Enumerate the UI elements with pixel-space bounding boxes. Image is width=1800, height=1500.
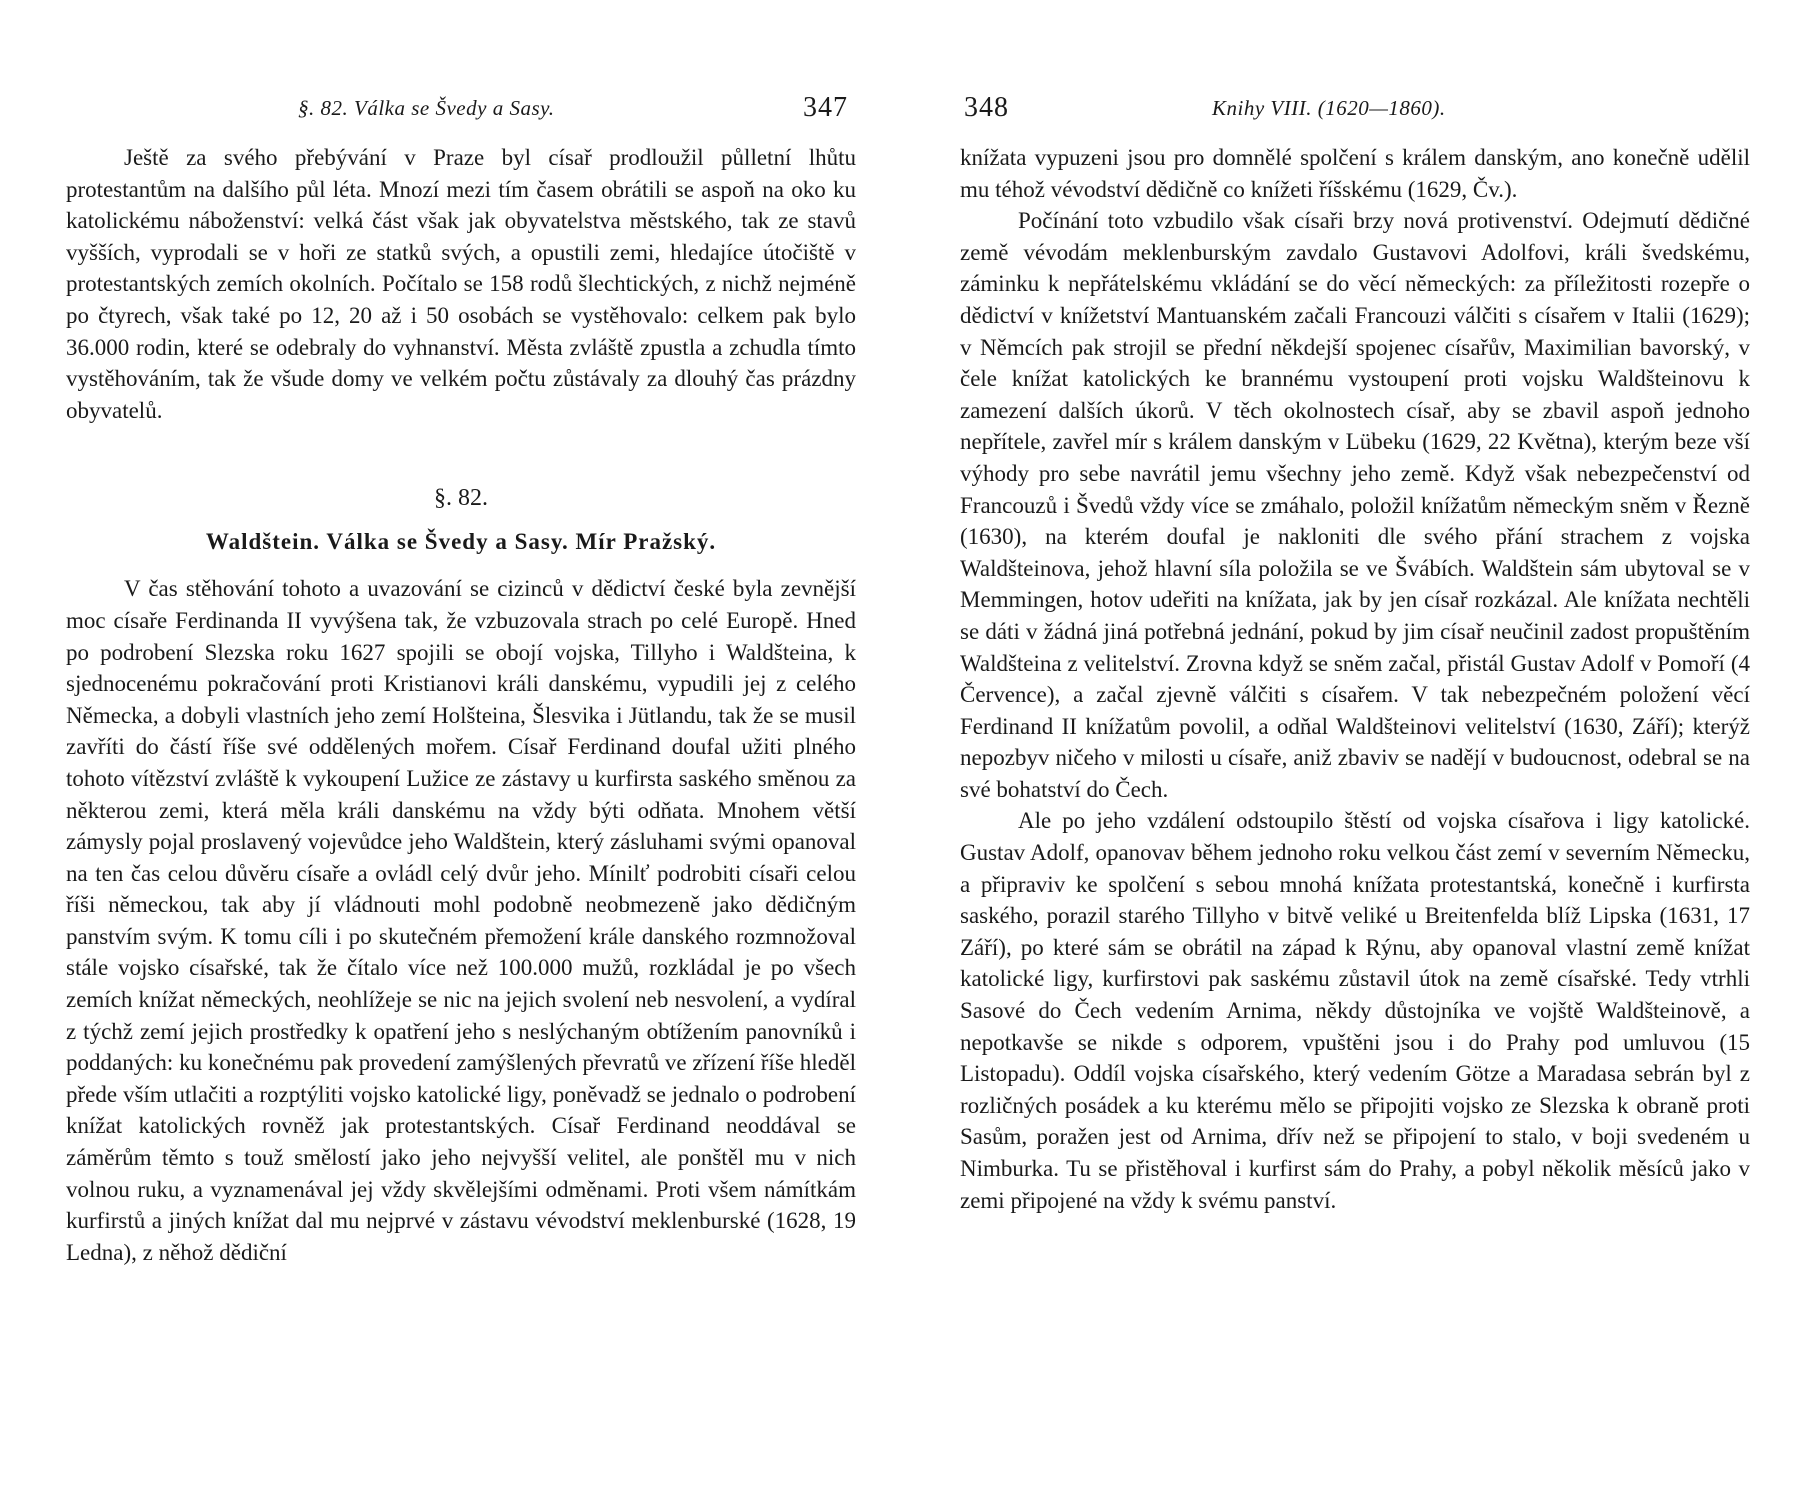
- right-paragraph-2: Počínání toto vzbudilo však císaři brzy nová protivenství. Odejmutí dědičné země vévodám meklenburským zavdalo Gustavovi Adolfovi, králi švedskému, záminku k nepřátelskému vkládání se do věcí německých: za příležitosti rozepře o dědictví v knížetství Mantuanském začali Francouzi válčiti s císařem v Italii (1629); v Němcích pak strojil se přední někdejší spojenec císařův, Maximilian bavorský, v čele knížat katolických ke brannému vystoupení proti vojsku Waldšteinovu k zamezení dalších úkorů. V těch okolnostech císař, aby se zbavil aspoň jednoho nepřítele, zavřel mír s králem danským v Lübeku (1629, 22 Května), kterým beze vší výhody pro sebe navrátil jemu všechny jeho země. Když však nebezpečenství od Francouzů i Švedů vždy více se zmáhalo, položil knížatům německým sněm v Řezně (1630), na kterém doufal je nakloniti dle svého přání strachem z vojska Waldšteinova, jehož hlavní síla položila se ve Švábích. Waldštein sám ubytoval se v Memmingen, hotov udeřiti na knížata, jak by jen císař rozkázal. Ale knížata nechtěli se dáti v žádná jiná potřebná jednání, pokud by jim císař neučinil zadost propuštěním Waldšteina z velitelství. Zrovna když se sněm začal, přistál Gustav Adolf v Pomoří (4 Července), a začal zjevně válčiti s císařem. V tak nebezpečném položení věcí Ferdinand II knížatům povolil, a odňal Waldšteinovi velitelství (1630, Září); kterýž nepozbyv ničeho v milosti u císaře, aniž zbaviv se nadějí v budoucnost, odebral se na své bohatství do Čech.: [960, 208, 1750, 802]
- section-number: §. 82.: [434, 485, 488, 512]
- left-body-text: [66, 142, 856, 1268]
- right-running-head: [960, 92, 1750, 130]
- left-running-head-title: §. 82. Válka se Švedy a Sasy.: [298, 96, 555, 120]
- left-paragraph-1: Ještě za svého přebývání v Praze byl císař prodloužil půlletní lhůtu protestantům na dalšího půl léta. Mnozí mezi tím časem obrátili se aspoň na oko ku katolickému náboženství: velká část však jak obyvatelstva městského, tak ze stavů vyšších, vyprodali se v hoři ze statků svých, a opustili zemi, hledajíce útočiště v protestantských zemích okolních. Počítalo se 158 rodů šlechtických, z nichž nejméně po čtyrech, však také po 12, 20 až i 50 osobách se vystěhovalo: celkem pak bylo 36.000 rodin, které se odebraly do vyhnanství. Města zvláště zpustla a zchudla tímto vystěhováním, tak že všude domy ve velkém počtu zůstávaly za dlouhý čas prázdny obyvatelů.: [66, 145, 856, 423]
- section-title: Waldštein. Válka se Švedy a Sasy. Mír Pražský.: [205, 529, 717, 555]
- right-paragraph-3: Ale po jeho vzdálení odstoupilo štěstí od vojska císařova i ligy katolické. Gustav Adolf, opanovav během jednoho roku velkou část zemí v severním Německu, a připraviv ke spolčení s sebou mnohá knížata protestantská, konečně i kurfirsta saského, porazil starého Tillyho v bitvě veliké u Breitenfelda blíž Lipska (1631, 17 Září), po které sám se obrátil na západ k Rýnu, aby opanoval vlastní země knížat katolické ligy, kurfirstovi pak saskému zůstavil útok na země císařské. Tedy vtrhli Sasové do Čech vedením Arnima, někdy důstojníka ve vojště Waldšteinově, a nepotkavše se nikde s odporem, vpuštěni jsou i do Prahy pod umluvou (15 Listopadu). Oddíl vojska císařského, který vedením Götze a Maradasa sebrán byl z rozličných posádek a ku kterému mělo se připojiti vojsko ze Slezska k obraně proti Sasům, poražen jest od Arnima, dřív než se připojení to stalo, v boji svedeném u Nimburka. Tu se přistěhoval i kurfirst sám do Prahy, a pobyl několik měsíců jako v zemi připojené na vždy k svému panství.: [960, 808, 1750, 1213]
- left-page: [66, 0, 856, 1500]
- right-page: [960, 0, 1750, 1500]
- right-page-number: 348: [964, 92, 1009, 123]
- left-running-head: [66, 92, 856, 130]
- right-body-text: [960, 142, 1750, 1216]
- right-paragraph-1: knížata vypuzeni jsou pro domnělé spolčení s králem danským, ano konečně udělil mu téhož vévodství dědičně co knížeti říšskému (1629, Čv.).: [960, 145, 1750, 202]
- left-paragraph-2: V čas stěhování tohoto a uvazování se cizinců v dědictví české byla zevnější moc císaře Ferdinanda II vyvýšena tak, že vzbuzovala strach po celé Europě. Hned po podrobení Slezska roku 1627 spojili se obojí vojska, Tillyho i Waldšteina, k sjednocenému pokračování proti Kristianovi králi danskému, vypudili jej z celého Německa, a dobyli vlastních jeho zemí Holšteina, Šlesvika i Jütlandu, tak že se musil zavříti do částí říše své oddělených mořem. Císař Ferdinand doufal užiti plného tohoto vítězství zvláště k vykoupení Lužice ze zástavy u kurfirsta saského směnou za některou zemi, která měla králi danskému na vždy býti odňata. Mnohem větší zámysly pojal proslavený vojevůdce jeho Waldštein, který zásluhami svými opanoval na ten čas celou důvěru císaře a ovládl celý dvůr jeho. Mínilť podrobiti císaři celou říši německou, tak aby jí vládnouti mohl podobně neobmezeně jako dědičným panstvím svým. K tomu cíli i po skutečném přemožení krále danského rozmnožoval stále vojsko císařské, tak že čítalo více než 100.000 mužů, rozkládal je po všech zemích knížat německých, neohlížeje se nic na jejich svolení neb nesvolení, a vydíral z týchž zemí jejich prostředky k opatření jeho s neslýchaným obtížením panovníků i poddaných: ku konečnému pak provedení zamýšlených převratů ve zřízení říše hleděl přede vším utlačiti a rozptýliti vojsko katolické ligy, poněvadž se jednalo o podrobení knížat katolických rovněž jak protestantských. Císař Ferdinand neoddával se záměrům těmto s touž smělostí jako jeho nejvyšší velitel, ale ponštěl mu v nich volnou ruku, a vyznamenával jej vždy skvělejšími odměnami. Proti všem námítkám kurfirstů a jiných knížat dal mu nejprvé v zástavu vévodství meklenburské (1628, 19 Ledna), z něhož dědiční: [66, 576, 856, 1265]
- right-running-head-title: Knihy VIII. (1620—1860).: [1212, 96, 1446, 120]
- left-page-number: 347: [803, 92, 848, 123]
